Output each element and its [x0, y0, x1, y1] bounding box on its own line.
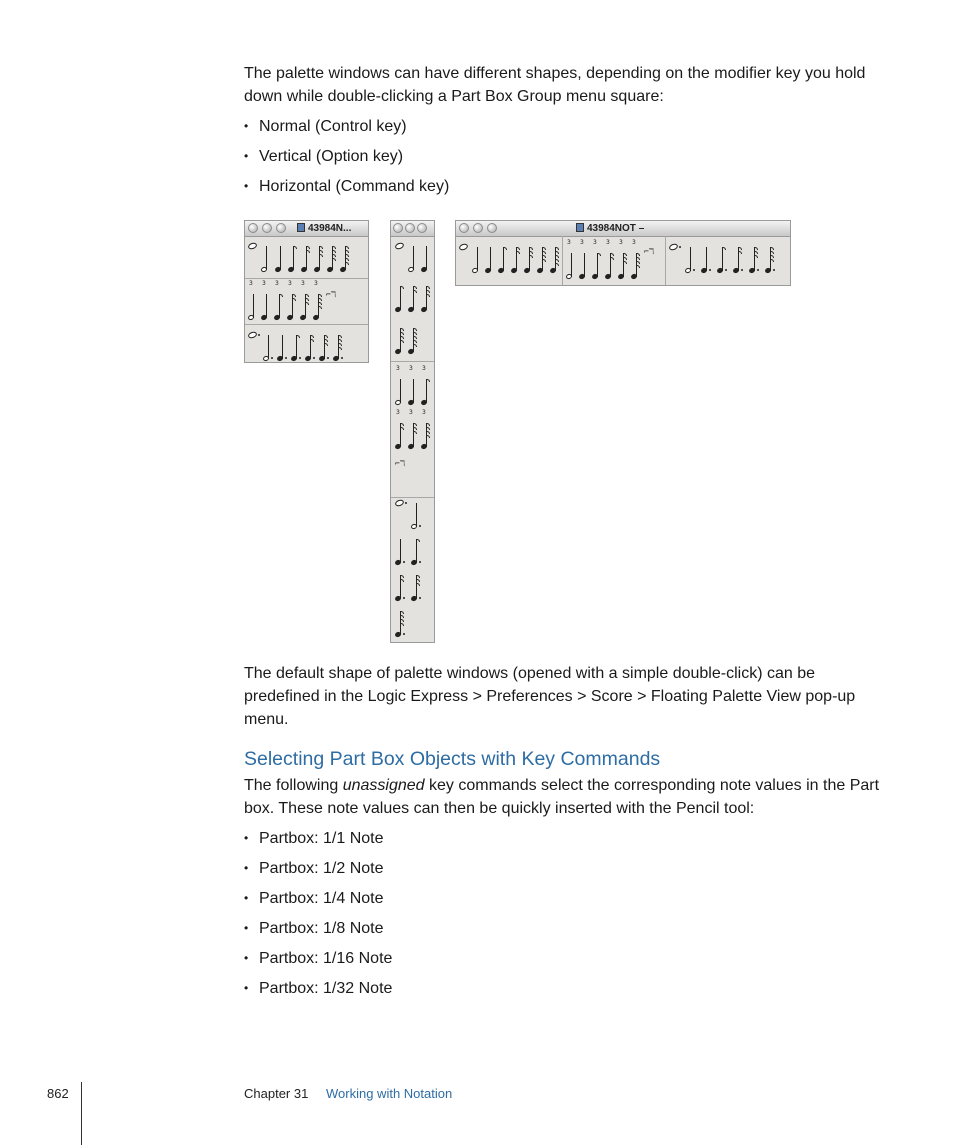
dotted-sixty-fourth-note-icon[interactable] — [333, 329, 340, 363]
triplet-sixteenth-note-icon[interactable]: 3 — [395, 417, 402, 453]
zoom-icon[interactable] — [487, 223, 497, 233]
triplet-half-note-icon[interactable]: 3 — [566, 247, 573, 283]
eighth-note-icon[interactable] — [395, 280, 402, 316]
document-icon — [297, 223, 305, 232]
list-item: • Horizontal (Command key) — [244, 175, 449, 205]
dotted-sixteenth-note-icon[interactable] — [305, 329, 312, 363]
triplet-eighth-note-icon[interactable]: 3 — [592, 247, 599, 283]
dotted-half-note-icon[interactable] — [263, 329, 270, 363]
thirty-second-note-icon[interactable] — [421, 280, 428, 316]
group-divider — [245, 278, 368, 279]
quarter-note-icon[interactable] — [275, 240, 282, 276]
list-item: • Vertical (Option key) — [244, 145, 449, 175]
window-titlebar — [245, 221, 368, 237]
modifier-key-list — [244, 115, 449, 205]
dotted-quarter-note-icon[interactable] — [277, 329, 284, 363]
quarter-note-icon[interactable] — [485, 241, 492, 277]
close-icon[interactable] — [248, 223, 258, 233]
document-icon — [576, 223, 584, 232]
section-paragraph: The following unassigned key commands select the corresponding note values in the Part box. These note values can then be quickly inserted with the Pencil tool: — [244, 777, 880, 817]
sixty-fourth-note-icon[interactable] — [537, 241, 544, 277]
close-icon[interactable] — [459, 223, 469, 233]
normal-palette-window — [244, 220, 369, 363]
sixteenth-note-icon[interactable] — [511, 241, 518, 277]
triplet-half-note-icon[interactable]: 3 — [248, 288, 255, 324]
window-title: 43984NOT – — [576, 222, 644, 235]
minimize-icon[interactable] — [473, 223, 483, 233]
whole-note-icon[interactable] — [248, 240, 255, 276]
beam-group-icon[interactable]: ⌐ℸ — [326, 290, 336, 299]
triplet-thirty-second-note-icon[interactable]: 3 — [618, 247, 625, 283]
dotted-sixteenth-note-icon[interactable] — [395, 569, 402, 605]
hundred-twenty-eighth-note-icon[interactable] — [408, 322, 415, 358]
triplet-row — [566, 239, 662, 283]
triplet-thirty-second-note-icon[interactable]: 3 — [300, 288, 307, 324]
default-shape-paragraph: The default shape of palette windows (opened with a simple double-click) can be predefined in the Logic Express > Preferences > Score > Floating Palette View pop-up menu. — [244, 665, 856, 728]
note-row — [395, 280, 435, 316]
eighth-note-icon[interactable] — [288, 240, 295, 276]
window-titlebar — [391, 221, 434, 237]
page-number: 862 — [47, 1086, 69, 1101]
half-note-icon[interactable] — [472, 241, 479, 277]
emphasis-text: unassigned — [342, 777, 425, 794]
dotted-sixty-fourth-note-icon[interactable] — [395, 605, 402, 641]
beam-group-icon[interactable]: ⌐ℸ — [395, 459, 405, 468]
group-divider — [245, 324, 368, 325]
half-note-icon[interactable] — [408, 240, 415, 276]
intro-paragraph: The palette windows can have different shapes, depending on the modifier key you hold down while double-clicking a Part Box Group menu square: — [244, 65, 866, 105]
dotted-whole-note-icon[interactable] — [248, 329, 255, 363]
thirty-second-note-icon[interactable] — [314, 240, 321, 276]
sixteenth-note-icon[interactable] — [301, 240, 308, 276]
triplet-sixty-fourth-note-icon[interactable]: 3 — [421, 417, 428, 453]
triplet-eighth-note-icon[interactable]: 3 — [274, 288, 281, 324]
dotted-quarter-note-icon[interactable] — [395, 533, 402, 569]
dotted-eighth-note-icon[interactable] — [291, 329, 298, 363]
dotted-note-row — [395, 497, 435, 533]
dotted-eighth-note-icon[interactable] — [717, 241, 724, 277]
triplet-row — [395, 409, 435, 453]
note-row — [459, 241, 559, 277]
sixty-fourth-note-icon[interactable] — [327, 240, 334, 276]
minimize-icon[interactable] — [262, 223, 272, 233]
list-item: • Normal (Control key) — [244, 115, 449, 145]
list-item: • Partbox: 1/16 Note — [244, 947, 392, 977]
beam-group-icon[interactable]: ⌐ℸ — [644, 247, 654, 256]
dotted-sixty-fourth-note-icon[interactable] — [765, 241, 772, 277]
sixteenth-note-icon[interactable] — [408, 280, 415, 316]
section-heading: Selecting Part Box Objects with Key Commands — [244, 748, 661, 770]
dotted-half-note-icon[interactable] — [411, 497, 418, 533]
hundred-twenty-eighth-note-icon[interactable] — [340, 240, 347, 276]
note-row — [395, 240, 435, 276]
dotted-whole-note-icon[interactable] — [395, 497, 402, 533]
triplet-quarter-note-icon[interactable]: 3 — [261, 288, 268, 324]
close-icon[interactable] — [393, 223, 403, 233]
window-controls — [248, 223, 290, 241]
dotted-whole-note-icon[interactable] — [669, 241, 676, 277]
triplet-thirty-second-note-icon[interactable]: 3 — [408, 417, 415, 453]
dotted-thirty-second-note-icon[interactable] — [319, 329, 326, 363]
group-divider — [665, 236, 666, 285]
list-item: • Partbox: 1/1 Note — [244, 827, 392, 857]
key-command-list — [244, 827, 392, 1007]
group-divider — [391, 361, 434, 362]
window-controls — [459, 223, 501, 241]
hundred-twenty-eighth-note-icon[interactable] — [550, 241, 557, 277]
dotted-note-row — [669, 241, 787, 277]
dotted-eighth-note-icon[interactable] — [411, 533, 418, 569]
triplet-quarter-note-icon[interactable]: 3 — [579, 247, 586, 283]
thirty-second-note-icon[interactable] — [524, 241, 531, 277]
triplet-eighth-note-icon[interactable]: 3 — [421, 373, 428, 409]
window-controls — [393, 223, 427, 241]
dotted-half-note-icon[interactable] — [685, 241, 692, 277]
quarter-note-icon[interactable] — [421, 240, 428, 276]
window-titlebar — [456, 221, 790, 237]
group-divider — [562, 236, 563, 285]
dotted-note-row — [395, 569, 435, 605]
triplet-row — [395, 365, 435, 409]
footer-chapter: Chapter 31 — [244, 1086, 309, 1101]
dotted-thirty-second-note-icon[interactable] — [411, 569, 418, 605]
footer-divider — [81, 1082, 82, 1145]
list-item: • Partbox: 1/32 Note — [244, 977, 392, 1007]
dotted-quarter-note-icon[interactable] — [701, 241, 708, 277]
whole-note-icon[interactable] — [459, 241, 466, 277]
footer-chapter-title: Working with Notation — [326, 1086, 453, 1101]
sixty-fourth-note-icon[interactable] — [395, 322, 402, 358]
list-item: • Partbox: 1/8 Note — [244, 917, 392, 947]
triplet-sixty-fourth-note-icon[interactable]: 3 — [631, 247, 638, 283]
whole-note-icon[interactable] — [395, 240, 402, 276]
dotted-sixteenth-note-icon[interactable] — [733, 241, 740, 277]
triplet-half-note-icon[interactable]: 3 — [395, 373, 402, 409]
window-title: 43984N... — [297, 222, 351, 235]
dotted-note-row — [395, 605, 435, 641]
half-note-icon[interactable] — [261, 240, 268, 276]
minimize-icon[interactable] — [405, 223, 415, 233]
triplet-quarter-note-icon[interactable]: 3 — [408, 373, 415, 409]
vertical-palette-window — [390, 220, 435, 643]
list-item: • Partbox: 1/4 Note — [244, 887, 392, 917]
dotted-thirty-second-note-icon[interactable] — [749, 241, 756, 277]
triplet-sixty-fourth-note-icon[interactable]: 3 — [313, 288, 320, 324]
triplet-sixteenth-note-icon[interactable]: 3 — [605, 247, 612, 283]
note-row — [395, 322, 435, 358]
zoom-icon[interactable] — [276, 223, 286, 233]
horizontal-palette-window — [455, 220, 791, 286]
dotted-note-row — [395, 533, 435, 569]
eighth-note-icon[interactable] — [498, 241, 505, 277]
zoom-icon[interactable] — [417, 223, 427, 233]
list-item: • Partbox: 1/2 Note — [244, 857, 392, 887]
triplet-sixteenth-note-icon[interactable]: 3 — [287, 288, 294, 324]
